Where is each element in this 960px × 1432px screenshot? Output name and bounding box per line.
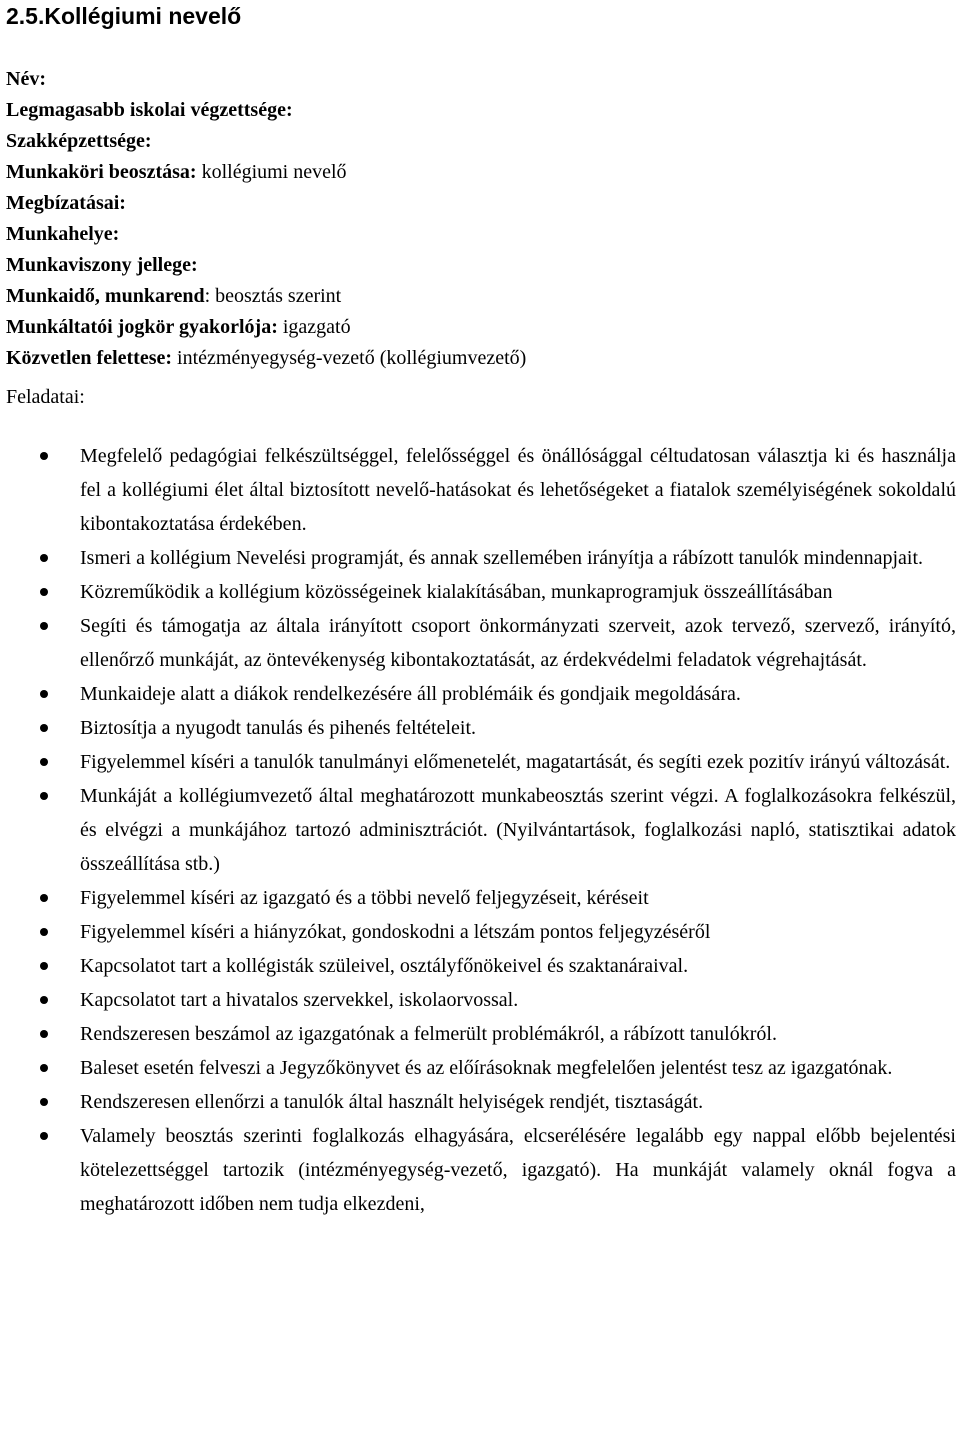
- list-item: [0, 609, 960, 677]
- list-item-text: Figyelemmel kíséri az igazgató és a többi nevelő feljegyzéseit, kéréseit: [80, 887, 649, 909]
- bullet-icon: [40, 554, 48, 562]
- bullet-icon: [40, 724, 48, 732]
- field-assignments: [6, 188, 526, 219]
- bullet-icon: [40, 928, 48, 936]
- field-label: Közvetlen felettese:: [6, 347, 173, 369]
- bullet-icon: [40, 962, 48, 970]
- section-title: 2.5.Kollégiumi nevelő: [6, 3, 242, 29]
- field-label: Munkaköri beosztása:: [6, 161, 197, 183]
- field-label: Legmagasabb iskolai végzettsége:: [6, 99, 293, 121]
- list-item-text: Közreműködik a kollégium közösségeinek kialakításában, munkaprogramjuk összeállításában: [80, 581, 833, 603]
- list-item: [0, 677, 960, 711]
- field-label: Munkáltatói jogkör gyakorlója:: [6, 316, 278, 338]
- list-item-text: Segíti és támogatja az általa irányított csoport önkormányzati szerveit, azok tervező, szervező, irányító, ellenőrző munkáját, az öntevékenység kibontakoztatását, az érdekvédelmi feladatok végrehajtását.: [80, 615, 956, 671]
- field-qualification: [6, 126, 526, 157]
- bullet-icon: [40, 1098, 48, 1106]
- bullet-icon: [40, 1064, 48, 1072]
- field-label: Szakképzettsége:: [6, 130, 152, 152]
- list-item-text: Munkaideje alatt a diákok rendelkezésére áll problémáik és gondjaik megoldására.: [80, 683, 741, 705]
- field-value: kollégiumi nevelő: [196, 161, 347, 183]
- list-item: [0, 745, 960, 779]
- list-item: [0, 949, 960, 983]
- bullet-icon: [40, 690, 48, 698]
- field-working-hours: [6, 281, 526, 312]
- field-employment-type: [6, 250, 526, 281]
- list-item: [0, 1051, 960, 1085]
- bullet-icon: [40, 758, 48, 766]
- list-item: [0, 541, 960, 575]
- bullet-icon: [40, 452, 48, 460]
- list-item: [0, 1119, 960, 1221]
- bullet-icon: [40, 996, 48, 1004]
- list-item: [0, 983, 960, 1017]
- list-item: [0, 1085, 960, 1119]
- bullet-icon: [40, 1030, 48, 1038]
- field-value: intézményegység-vezető (kollégiumvezető): [172, 347, 527, 369]
- list-item-text: Rendszeresen beszámol az igazgatónak a felmerült problémákról, a rábízott tanulókról.: [80, 1023, 777, 1045]
- field-value: igazgató: [277, 316, 351, 338]
- list-item: [0, 881, 960, 915]
- list-item-text: Kapcsolatot tart a kollégisták szüleivel, osztályfőnökeivel és szaktanáraival.: [80, 955, 689, 977]
- list-item: [0, 439, 960, 541]
- field-position: [6, 157, 526, 188]
- list-item: [0, 575, 960, 609]
- list-item-text: Biztosítja a nyugodt tanulás és pihenés feltételeit.: [80, 717, 477, 739]
- list-item-text: Figyelemmel kíséri a tanulók tanulmányi előmenetelét, magatartását, és segíti ezek pozitív irányú változását.: [80, 751, 951, 773]
- list-item: [0, 915, 960, 949]
- bullet-icon: [40, 1132, 48, 1140]
- field-education: [6, 95, 526, 126]
- list-item: [0, 779, 960, 881]
- list-item-text: Megfelelő pedagógiai felkészültséggel, felelősséggel és önállósággal céltudatosan választja ki és használja fel a kollégiumi élet által biztosított nevelő-hatásokat és lehetőségeket a fiatalok személyiségének sokoldalú kibontakoztatása érdekében.: [80, 445, 956, 535]
- list-item-text: Baleset esetén felveszi a Jegyzőkönyvet és az előírásoknak megfelelően jelentést tesz az igazgatónak.: [80, 1057, 893, 1079]
- field-workplace: [6, 219, 526, 250]
- field-label: Név:: [6, 68, 46, 90]
- list-item: [0, 1017, 960, 1051]
- bullet-icon: [40, 894, 48, 902]
- list-item-text: Figyelemmel kíséri a hiányzókat, gondoskodni a létszám pontos feljegyzéséről: [80, 921, 711, 943]
- list-item-text: Kapcsolatot tart a hivatalos szervekkel, iskolaorvossal.: [80, 989, 519, 1011]
- list-item-text: Ismeri a kollégium Nevelési programját, és annak szellemében irányítja a rábízott tanulók mindennapjait.: [80, 547, 924, 569]
- field-label: Munkaidő, munkarend: [6, 285, 205, 307]
- field-label: Munkaviszony jellege:: [6, 254, 198, 276]
- list-item-text: Valamely beosztás szerinti foglalkozás elhagyására, elcserélésére legalább egy nappal előbb bejelentési kötelezettséggel tartozik (intézményegység-vezető, igazgató). Ha munkáját valamely oknál fogva a meghatározott időben nem tudja elkezdeni,: [80, 1125, 956, 1215]
- bullet-icon: [40, 588, 48, 596]
- field-label: Munkahelye:: [6, 223, 120, 245]
- tasks-heading: Feladatai:: [6, 386, 85, 408]
- field-employer: [6, 312, 526, 343]
- bullet-icon: [40, 792, 48, 800]
- field-label: Megbízatásai:: [6, 192, 126, 214]
- list-item-text: Munkáját a kollégiumvezető által meghatározott munkabeosztás szerint végzi. A foglalkozásokra felkészül, és elvégzi a munkájához tartozó adminisztrációt. (Nyilvántartások, foglalkozási napló, statisztikai adatok összeállítása stb.): [80, 785, 956, 875]
- field-name: [6, 64, 526, 95]
- field-value: : beosztás szerint: [204, 285, 342, 307]
- bullet-icon: [40, 622, 48, 630]
- list-item: [0, 711, 960, 745]
- job-fields: [6, 64, 526, 374]
- list-item-text: Rendszeresen ellenőrzi a tanulók által használt helyiségek rendjét, tisztaságát.: [80, 1091, 704, 1113]
- field-supervisor: [6, 343, 526, 374]
- task-list: [0, 439, 960, 1221]
